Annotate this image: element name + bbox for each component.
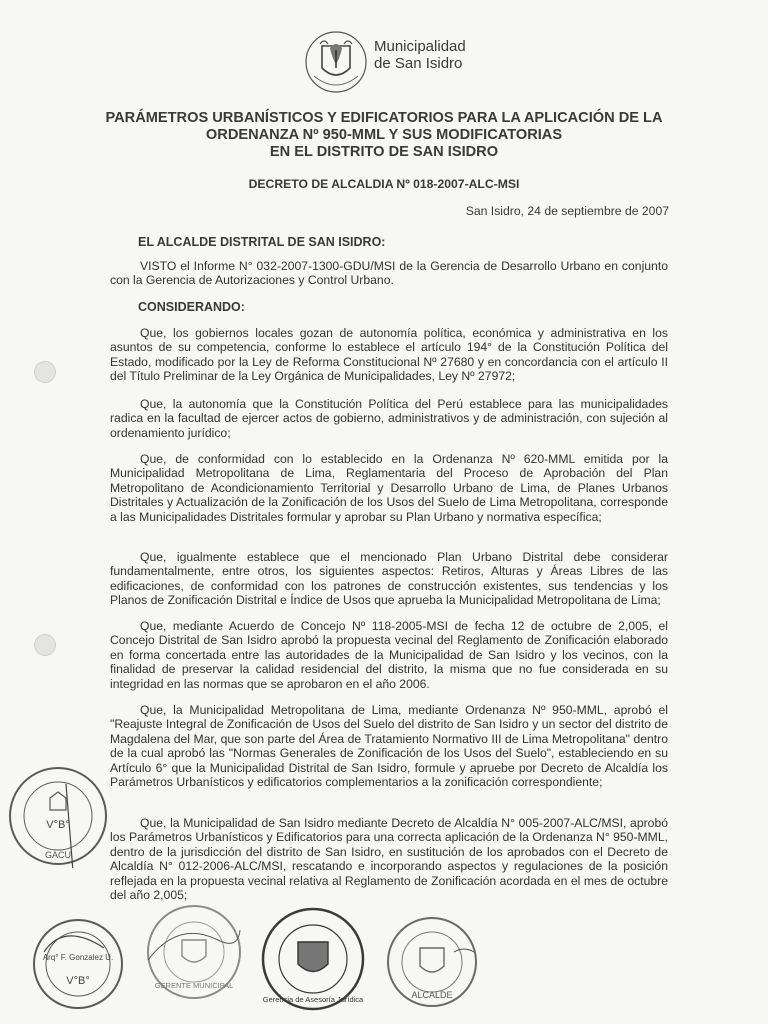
stamp-juridica-text: Gerencia de Asesoría Jurídica xyxy=(262,995,364,1004)
stamp-vobo-text-2: V°B° xyxy=(66,975,90,987)
stamp-vobo-text: V°B° xyxy=(46,819,70,831)
paragraph-2: Que, la autonomía que la Constitución Política del Perú establece para las municipalidades radica en la facultad de ejercer actos de gobierno, administrativos y de administración, con sujeción al ordenamiento jurídico; xyxy=(110,397,668,440)
document-title xyxy=(60,110,708,161)
visto-paragraph: VISTO el Informe N° 032-2007-1300-GDU/MSI de la Gerencia de Desarrollo Urbano en conjunto con la Gerencia de Autorizaciones y Control Urbano. xyxy=(110,259,668,288)
paragraph-1: Que, los gobiernos locales gozan de autonomía política, económica y administrativa en los asuntos de su competencia, conforme lo establece el artículo 194° de la Constitución Política del Estado, modificado por la Ley de Reforma Constitucional Nº 27680 y en concordancia con el artículo II del Título Preliminar de la Ley Orgánica de Municipalidades, Ley Nº 27972; xyxy=(110,326,668,384)
authority-heading: EL ALCALDE DISTRITAL DE SAN ISIDRO: xyxy=(138,235,386,249)
document-date: San Isidro, 24 de septiembre de 2007 xyxy=(465,204,669,218)
municipality-name xyxy=(374,38,466,72)
stamp-gerente-text: GERENTE MUNICIPAL xyxy=(154,981,234,990)
decree-number: DECRETO DE ALCALDIA Nº 018-2007-ALC-MSI xyxy=(248,177,520,191)
punch-hole xyxy=(34,634,56,656)
gerente-municipal-stamp xyxy=(142,900,246,1004)
gacu-approval-stamp xyxy=(6,764,110,868)
desarrollo-urbano-stamp xyxy=(30,912,126,1016)
paragraph-5: Que, mediante Acuerdo de Concejo Nº 118-2005-MSI de fecha 12 de octubre de 2,005, el Concejo Distrital de San Isidro aprobó la propuesta vecinal del Reglamento de Zonificación elaborado en forma concertada entre las autoridades de la Municipalidad de San Isidro y los vecinos, con la finalidad de preservar la calidad residencial del distrito, la misma que no fue considerada en su integridad en las normas que se aprobaron en el año 2006. xyxy=(110,619,668,691)
municipality-name-line1: Municipalidad xyxy=(374,38,466,55)
stamp-alcalde-text: ALCALDE xyxy=(411,990,453,1000)
municipality-name-line2: de San Isidro xyxy=(374,55,463,72)
alcalde-stamp xyxy=(384,912,480,1012)
title-line1: PARÁMETROS URBANÍSTICOS Y EDIFICATORIOS PARA LA APLICACIÓN DE LA xyxy=(105,110,663,126)
title-line2: ORDENANZA Nº 950-MML Y SUS MODIFICATORIAS xyxy=(205,127,563,143)
stamp-gacu-text: GACU xyxy=(44,850,72,860)
paragraph-7: Que, la Municipalidad de San Isidro mediante Decreto de Alcaldía N° 005-2007-ALC/MSI, aprobó los Parámetros Urbanísticos y Edificatorios para una correcta aplicación de la Ordenanza N° 950-MML, dentro de la jurisdicción del distrito de San Isidro, en sustitución de los aprobados con el Decreto de Alcaldía N° 012-2006-ALC/MSI, rescatando e incorporando aspectos y regulaciones de la posición reflejada en la propuesta vecinal relativa al Reglamento de Zonificación acordada en el mes de octubre del año 2,005; xyxy=(110,816,668,903)
considerando-heading: CONSIDERANDO: xyxy=(138,300,245,314)
municipal-crest-logo xyxy=(300,24,372,96)
title-line3: EN EL DISTRITO DE SAN ISIDRO xyxy=(269,144,499,160)
punch-hole xyxy=(34,361,56,383)
paragraph-6: Que, la Municipalidad Metropolitana de Lima, mediante Ordenanza Nº 950-MML, aprobó el "Reajuste Integral de Zonificación de Usos del Suelo del distrito de San Isidro y un sector del distrito de Magdalena del Mar, que son parte del Área de Tratamiento Normativo III de Lima Metropolitana" dentro de la cual aprobó las "Normas Generales de Zonificación de los Usos del Suelo", estableciendo en su Artículo 6° que la Municipalidad Distrital de San Isidro, formule y apruebe por Decreto de Alcaldía los Parámetros Urbanísticos y edificatorios complementarios a la zonificación correspondiente; xyxy=(110,703,668,790)
asesoria-juridica-seal xyxy=(258,904,368,1014)
paragraph-3: Que, de conformidad con lo establecido en la Ordenanza Nº 620-MML emitida por la Municipalidad Metropolitana de Lima, Reglamentaria del Proceso de Aprobación del Plan Metropolitano de Acondicionamiento Territorial y Desarrollo Urbano de Lima, de Planes Urbanos Distritales y Actualización de la Zonificación de los Usos del Suelo de Lima Metropolitana, corresponde a las Municipalidades Distritales formular y aprobar su Plan Urbano y normativa específica; xyxy=(110,452,668,524)
paragraph-4: Que, igualmente establece que el mencionado Plan Urbano Distrital debe considerar fundamentalmente, entre otros, los siguientes aspectos: Retiros, Alturas y Áreas Libres de las edificaciones, de conformidad con los patrones de construcción existentes, sus tendencias y los Planos de Zonificación Distrital e Índice de Usos que aprueba la Municipalidad Metropolitana de Lima; xyxy=(110,550,668,608)
stamp-signer-name: Arq° F. Gonzalez U. xyxy=(42,953,114,962)
